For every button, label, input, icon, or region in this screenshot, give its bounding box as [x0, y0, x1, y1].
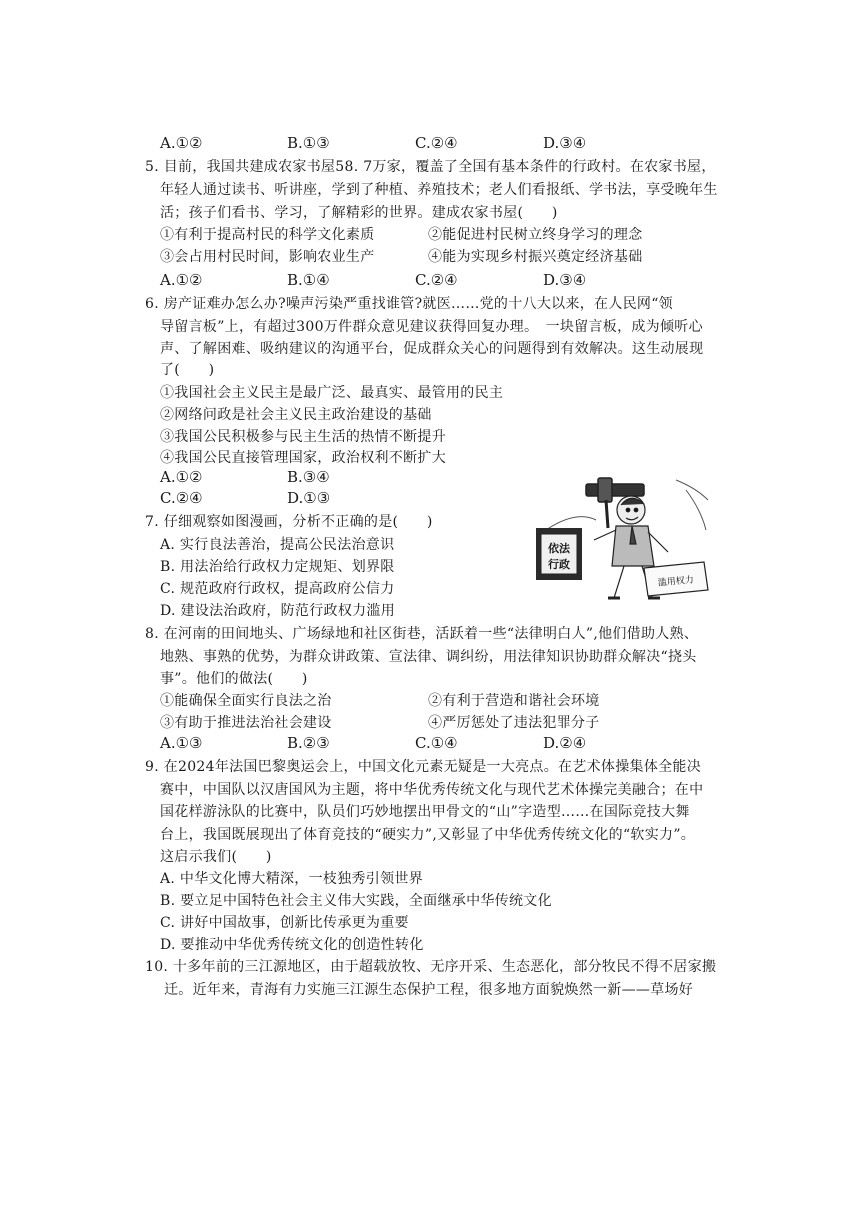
- q8-stem-line-3: 事”。他们的做法( ): [160, 671, 308, 687]
- q8-option-b[interactable]: B.②③: [287, 734, 330, 752]
- q7-option-d[interactable]: D. 建设法治政府，防范行政权力滥用: [160, 603, 396, 619]
- q8-item-2: ②有利于营造和谐社会环境: [428, 693, 600, 709]
- q6-item-3: ③我国公民积极参与民主生活的热情不断提升: [160, 429, 446, 445]
- q5-stem-line-1: 5. 目前，我国共建成农家书屋58. 7万家，覆盖了全国有基本条件的行政村。在农家书屋，: [145, 159, 716, 175]
- q8-item-1: ①能确保全面实行良法之治: [160, 693, 332, 709]
- q5-item-3: ③会占用村民时间，影响农业生产: [160, 249, 375, 265]
- cartoon-sign: [536, 528, 582, 580]
- q4-option-b[interactable]: B.①③: [287, 134, 330, 152]
- q9-stem-line-4: 台上，我国既展现出了体育竞技的“硬实力”,又彰显了中华优秀传统文化的“软实力”。: [160, 827, 696, 843]
- q5-item-2: ②能促进村民树立终身学习的理念: [428, 227, 643, 243]
- q4-option-d[interactable]: D.③④: [543, 134, 587, 152]
- q6-item-2: ②网络问政是社会主义民主政治建设的基础: [160, 407, 432, 423]
- q6-stem-line-2: 导留言板”上，有超过300万件群众意见建议获得回复办理。 一块留言板，成为倾听心: [160, 319, 703, 335]
- q6-option-b[interactable]: B.③④: [287, 468, 330, 486]
- q9-option-d[interactable]: D. 要推动中华优秀传统文化的创造性转化: [160, 937, 424, 953]
- cartoon-paper: [644, 562, 708, 596]
- q5-stem-line-2: 年轻人通过读书、听讲座，学到了种植、养殖技术；老人们看报纸、学书法，享受晚年生: [160, 182, 718, 198]
- q4-option-c[interactable]: C.②④: [415, 134, 458, 152]
- q5-option-d[interactable]: D.③④: [543, 271, 587, 289]
- q9-option-a[interactable]: A. 中华文化博大精深，一枝独秀引领世界: [160, 871, 424, 887]
- q6-item-1: ①我国社会主义民主是最广泛、最真实、最管用的民主: [160, 385, 504, 401]
- q6-item-4: ④我国公民直接管理国家，政治权利不断扩大: [160, 450, 446, 466]
- q10-stem-line-1: 10. 十多年前的三江源地区，由于超载放牧、无序开采、生态恶化，部分牧民不得不居家搬: [145, 959, 717, 975]
- q9-stem-line-3: 国花样游泳队的比赛中，队员们巧妙地摆出甲骨文的“山”字造型……在国际竞技大舞: [160, 804, 690, 820]
- q5-option-b[interactable]: B.①④: [287, 271, 330, 289]
- q8-option-c[interactable]: C.①④: [415, 734, 458, 752]
- q8-stem-line-2: 地熟、事熟的优势，为群众讲政策、宣法律、调纠纷，用法律知识协助群众解决“挠头: [160, 649, 697, 665]
- q8-item-3: ③有助于推进法治社会建设: [160, 715, 332, 731]
- q5-option-c[interactable]: C.②④: [415, 271, 458, 289]
- q6-stem-line-1: 6. 房产证难办怎么办?噪声污染严重找谁管?就医……党的十八大以来，在人民网“领: [145, 296, 673, 312]
- q9-option-b[interactable]: B. 要立足中国特色社会主义伟大实践，全面继承中华传统文化: [160, 893, 552, 909]
- q7-cartoon-illustration: [536, 470, 714, 605]
- q6-stem-line-3: 声、了解困难、吸纳建议的沟通平台，促成群众关心的问题得到有效解决。这生动展现: [160, 341, 704, 357]
- q9-stem-line-2: 赛中，中国队以汉唐国风为主题，将中华优秀传统文化与现代艺术体操完美融合；在中: [160, 782, 704, 798]
- cartoon-sign-text-1: 依法: [548, 542, 570, 555]
- q8-stem-line-1: 8. 在河南的田间地头、广场绿地和社区街巷，活跃着一些“法律明白人”,他们借助人熟、: [145, 626, 699, 642]
- q5-option-a[interactable]: A.①②: [160, 271, 203, 289]
- q5-stem-line-3: 活；孩子们看书、学习，了解精彩的世界。建成农家书屋( ): [160, 205, 558, 221]
- cartoon-sign-text-2: 行政: [548, 558, 570, 571]
- q9-stem-line-1: 9. 在2024年法国巴黎奥运会上，中国文化元素无疑是一大亮点。在艺术体操集体全能决: [145, 759, 702, 775]
- q8-option-d[interactable]: D.②④: [543, 734, 587, 752]
- q6-option-c[interactable]: C.②④: [160, 489, 203, 507]
- q10-stem-line-2: 迁。近年来，青海有力实施三江源生态保护工程，很多地方面貌焕然一新——草场好: [164, 982, 694, 998]
- q6-option-d[interactable]: D.①③: [287, 489, 331, 507]
- q8-item-4: ④严厉惩处了违法犯罪分子: [428, 715, 600, 731]
- q9-option-c[interactable]: C. 讲好中国故事，创新比传承更为重要: [160, 915, 409, 931]
- q8-option-a[interactable]: A.①③: [160, 734, 203, 752]
- q6-option-a[interactable]: A.①②: [160, 468, 203, 486]
- q7-stem: 7. 仔细观察如图漫画，分析不正确的是( ): [145, 514, 433, 530]
- q6-stem-line-4: 了( ): [160, 362, 215, 378]
- q7-option-a[interactable]: A. 实行良法善治，提高公民法治意识: [160, 537, 395, 553]
- q5-item-4: ④能为实现乡村振兴奠定经济基础: [428, 249, 643, 265]
- q7-option-c[interactable]: C. 规范政府行政权，提高政府公信力: [160, 581, 395, 597]
- q4-option-a[interactable]: A.①②: [160, 134, 203, 152]
- cartoon-paper-text: 滥用权力: [657, 575, 695, 589]
- q9-stem-line-5: 这启示我们( ): [160, 849, 272, 865]
- q7-option-b[interactable]: B. 用法治给行政权力定规矩、划界限: [160, 559, 395, 575]
- q5-item-1: ①有利于提高村民的科学文化素质: [160, 227, 375, 243]
